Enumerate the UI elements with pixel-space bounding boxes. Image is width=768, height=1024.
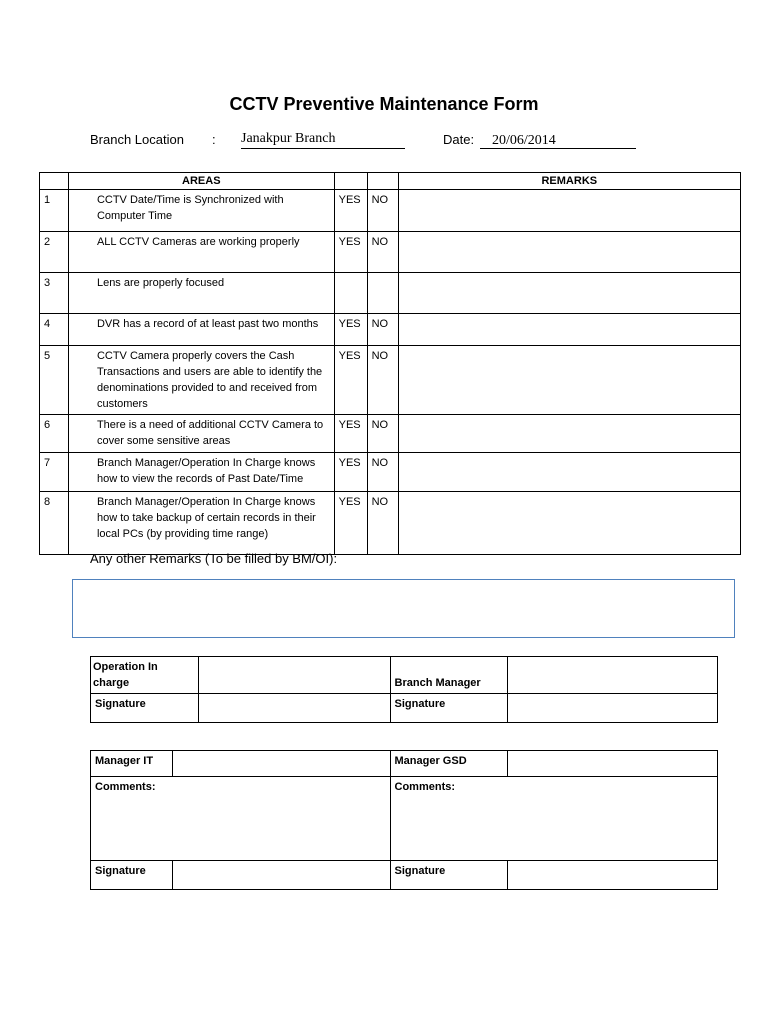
table-row <box>40 273 741 314</box>
area-text: Lens are properly focused <box>68 273 334 314</box>
yes-option[interactable]: YES <box>334 314 367 346</box>
signature-label: Signature <box>91 861 173 890</box>
branch-location-label: Branch Location <box>90 132 184 147</box>
operation-in-charge-field[interactable] <box>198 657 390 694</box>
branch-location-colon: : <box>212 132 216 147</box>
comments-label: Comments: <box>394 781 456 793</box>
gsd-comments-field[interactable] <box>390 777 717 861</box>
remarks-cell[interactable] <box>398 232 740 273</box>
area-text: CCTV Camera properly covers the Cash Transactions and users are able to identify the denominations provided to and received from customers <box>68 346 334 415</box>
row-number: 5 <box>40 346 69 415</box>
table-row <box>40 453 741 492</box>
other-remarks-label: Any other Remarks (To be filled by BM/OI): <box>90 551 338 566</box>
area-text: ALL CCTV Cameras are working properly <box>68 232 334 273</box>
manager-gsd-label: Manager GSD <box>390 751 508 777</box>
operation-in-charge-label: Operation In charge <box>91 657 199 694</box>
table-row <box>40 346 741 415</box>
signature-label: Signature <box>91 694 199 723</box>
signoff-table-it-gsd <box>90 750 718 890</box>
no-option[interactable]: NO <box>367 453 398 492</box>
row-number: 8 <box>40 492 69 555</box>
branch-manager-field[interactable] <box>508 657 718 694</box>
manager-it-signature-field[interactable] <box>172 861 390 890</box>
table-row <box>40 232 741 273</box>
yes-option[interactable] <box>334 273 367 314</box>
area-text: Branch Manager/Operation In Charge knows how to take backup of certain records in their local PCs (by providing time range) <box>68 492 334 555</box>
signature-label: Signature <box>390 861 508 890</box>
row-number: 7 <box>40 453 69 492</box>
checklist-header-row <box>40 173 741 190</box>
no-option[interactable]: NO <box>367 232 398 273</box>
remarks-cell[interactable] <box>398 415 740 453</box>
remarks-cell[interactable] <box>398 190 740 232</box>
row-number: 6 <box>40 415 69 453</box>
it-comments-field[interactable] <box>91 777 391 861</box>
remarks-header: REMARKS <box>398 173 740 190</box>
branch-location-value[interactable]: Janakpur Branch <box>241 131 405 149</box>
areas-header: AREAS <box>68 173 334 190</box>
form-title: CCTV Preventive Maintenance Form <box>229 94 539 114</box>
signature-label: Signature <box>390 694 508 723</box>
yes-option[interactable]: YES <box>334 190 367 232</box>
area-text: Branch Manager/Operation In Charge knows how to view the records of Past Date/Time <box>68 453 334 492</box>
table-row <box>40 190 741 232</box>
row-number: 1 <box>40 190 69 232</box>
branch-manager-label: Branch Manager <box>390 657 508 694</box>
no-option[interactable]: NO <box>367 190 398 232</box>
area-text: DVR has a record of at least past two months <box>68 314 334 346</box>
signoff-table-bm-oi <box>90 656 718 723</box>
checklist-table <box>39 172 741 555</box>
operation-in-charge-signature-field[interactable] <box>198 694 390 723</box>
no-option[interactable]: NO <box>367 415 398 453</box>
remarks-cell[interactable] <box>398 492 740 555</box>
branch-manager-signature-field[interactable] <box>508 694 718 723</box>
other-remarks-input[interactable] <box>72 579 735 638</box>
yes-option[interactable]: YES <box>334 453 367 492</box>
manager-gsd-signature-field[interactable] <box>508 861 718 890</box>
row-number: 2 <box>40 232 69 273</box>
no-option[interactable]: NO <box>367 492 398 555</box>
yes-option[interactable]: YES <box>334 492 367 555</box>
remarks-cell[interactable] <box>398 453 740 492</box>
no-option[interactable] <box>367 273 398 314</box>
yes-option[interactable]: YES <box>334 415 367 453</box>
date-label: Date: <box>443 132 475 147</box>
date-value[interactable]: 20/06/2014 <box>480 133 636 149</box>
remarks-cell[interactable] <box>398 273 740 314</box>
manager-it-label: Manager IT <box>91 751 173 777</box>
manager-gsd-field[interactable] <box>508 751 718 777</box>
yes-option[interactable]: YES <box>334 346 367 415</box>
remarks-cell[interactable] <box>398 314 740 346</box>
comments-label: Comments: <box>95 781 156 793</box>
no-option[interactable]: NO <box>367 346 398 415</box>
table-row <box>40 314 741 346</box>
remarks-cell[interactable] <box>398 346 740 415</box>
area-text: There is a need of additional CCTV Camera to cover some sensitive areas <box>68 415 334 453</box>
table-row <box>40 415 741 453</box>
table-row <box>40 492 741 555</box>
row-number: 4 <box>40 314 69 346</box>
area-text: CCTV Date/Time is Synchronized with Computer Time <box>68 190 334 232</box>
row-number: 3 <box>40 273 69 314</box>
no-option[interactable]: NO <box>367 314 398 346</box>
yes-option[interactable]: YES <box>334 232 367 273</box>
manager-it-field[interactable] <box>172 751 390 777</box>
